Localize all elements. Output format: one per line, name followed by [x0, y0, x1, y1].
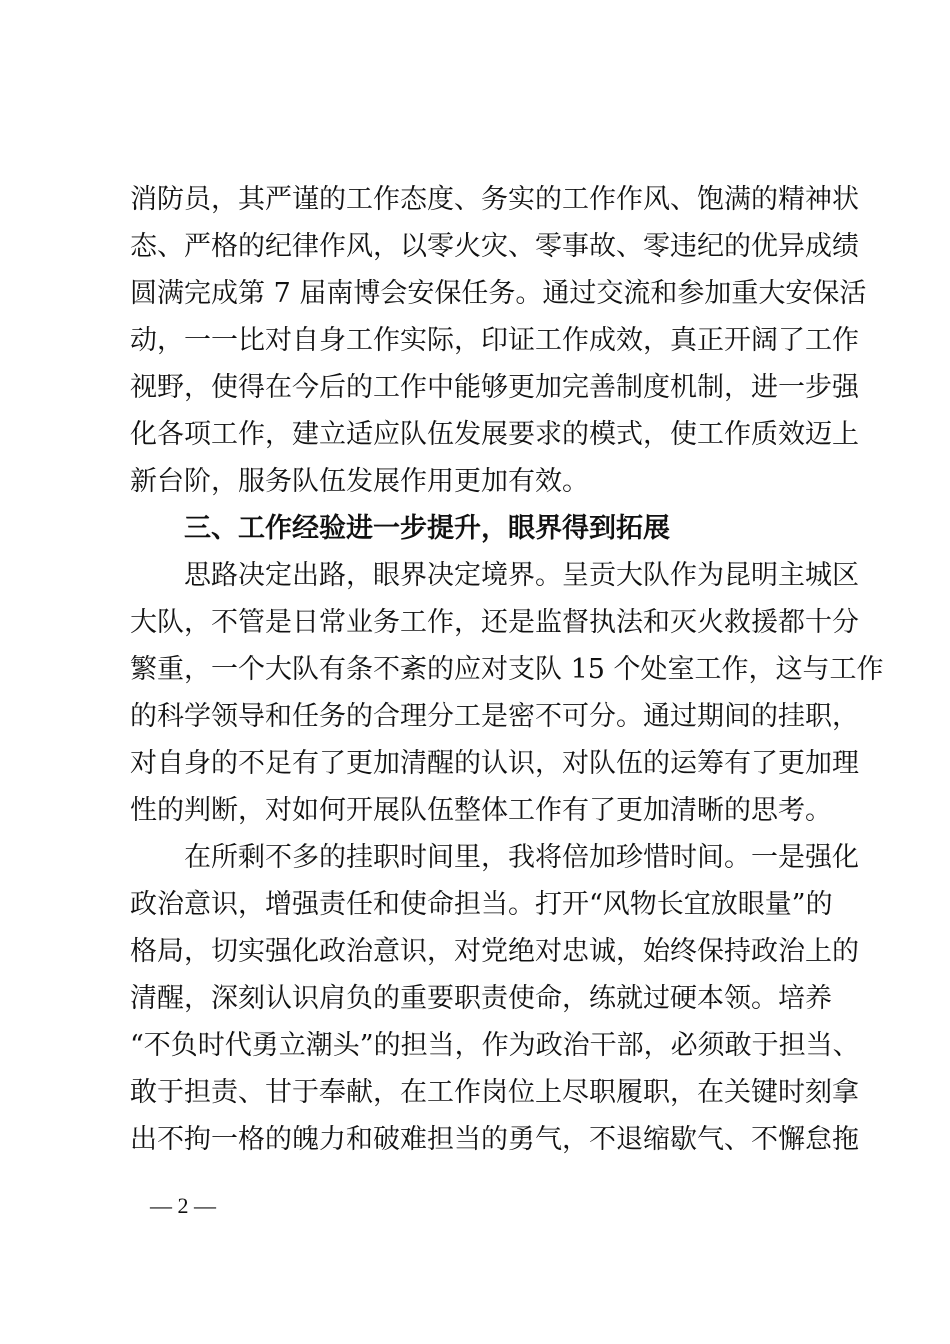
text-line: 敢于担责、甘于奉献，在工作岗位上尽职履职，在关键时刻拿	[130, 1077, 859, 1108]
text-line: 视野，使得在今后的工作中能够更加完善制度机制，进一步强	[130, 372, 859, 403]
section-heading: 三、工作经验进一步提升，眼界得到拓展	[184, 513, 670, 544]
text-line: 消防员，其严谨的工作态度、务实的工作作风、饱满的精神状	[130, 184, 859, 215]
text-line: 出不拘一格的魄力和破难担当的勇气，不退缩歇气、不懈怠拖	[130, 1124, 859, 1155]
page-number: — 2 —	[150, 1193, 216, 1218]
text-line: 态、严格的纪律作风，以零火灾、零事故、零违纪的优异成绩	[130, 231, 859, 262]
text-line: “不负时代勇立潮头”的担当，作为政治干部，必须敢于担当、	[130, 1030, 860, 1061]
text-line: 化各项工作，建立适应队伍发展要求的模式，使工作质效迈上	[130, 419, 859, 450]
text-line: 新台阶，服务队伍发展作用更加有效。	[130, 466, 589, 497]
text-line: 繁重，一个大队有条不紊的应对支队 15 个处室工作，这与工作	[130, 654, 884, 685]
text-line: 在所剩不多的挂职时间里，我将倍加珍惜时间。一是强化	[184, 842, 859, 873]
text-line: 性的判断，对如何开展队伍整体工作有了更加清晰的思考。	[130, 795, 832, 826]
text-line: 圆满完成第 7 届南博会安保任务。通过交流和参加重大安保活	[130, 278, 867, 309]
text-line: 政治意识，增强责任和使命担当。打开“风物长宜放眼量”的	[130, 889, 833, 920]
text-line: 动，一一比对自身工作实际，印证工作成效，真正开阔了工作	[130, 325, 859, 356]
text-line: 格局，切实强化政治意识，对党绝对忠诚，始终保持政治上的	[130, 936, 859, 967]
text-line: 大队，不管是日常业务工作，还是监督执法和灭火救援都十分	[130, 607, 859, 638]
text-line: 的科学领导和任务的合理分工是密不可分。通过期间的挂职，	[130, 701, 859, 732]
text-line: 对自身的不足有了更加清醒的认识，对队伍的运筹有了更加理	[130, 748, 859, 779]
text-line: 清醒，深刻认识肩负的重要职责使命，练就过硬本领。培养	[130, 983, 832, 1014]
text-line: 思路决定出路，眼界决定境界。呈贡大队作为昆明主城区	[184, 560, 859, 591]
